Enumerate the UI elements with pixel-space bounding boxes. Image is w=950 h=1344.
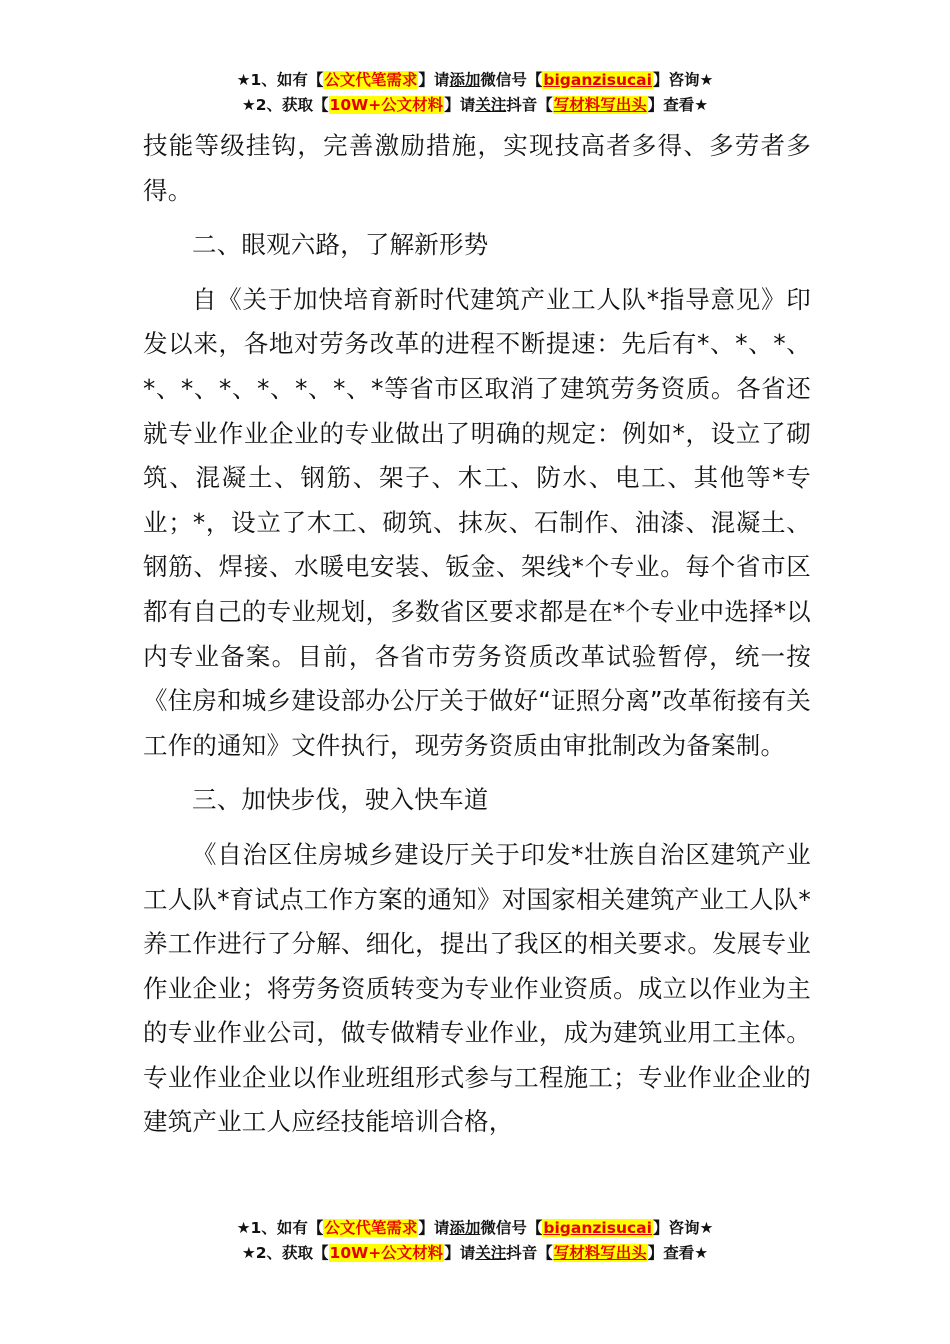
banner-text: ★1、如有【 xyxy=(236,71,324,89)
header-banner xyxy=(0,68,950,118)
banner-line-1 xyxy=(0,1216,950,1241)
section-heading-2: 二、眼观六路，了解新形势 xyxy=(192,230,489,260)
banner-line-1 xyxy=(0,68,950,93)
banner-emphasis: 添加 xyxy=(449,1219,481,1237)
banner-text: 】请 xyxy=(444,96,476,114)
banner-text: ★2、获取【 xyxy=(241,96,329,114)
highlight-materials: 10W+公文材料 xyxy=(329,96,444,114)
banner-text: 】请 xyxy=(444,1244,476,1262)
banner-text: ★1、如有【 xyxy=(236,1219,324,1237)
banner-line-2 xyxy=(0,1241,950,1266)
douyin-account-link[interactable]: 写材料写出头 xyxy=(553,96,647,114)
highlight-materials: 10W+公文材料 xyxy=(329,1244,444,1262)
paragraph: 《自治区住房城乡建设厅关于印发*壮族自治区建筑产业工人队*育试点工作方案的通知》对国家相关建筑产业工人队*养工作进行了分解、细化，提出了我区的相关要求。发展专业作业企业；将劳务资质转变为专业作业资质。成立以作业为主的专业作业公司，做专做精专业作业，成为建筑业用工主体。专业作业企业以作业班组形式参与工程施工；专业作业企业的建筑产业工人应经技能培训合格， xyxy=(143,839,811,1137)
highlight-service: 公文代笔需求 xyxy=(324,71,418,89)
paragraph-continued: 技能等级挂钩，完善激励措施，实现技高者多得、多劳者多得。 xyxy=(143,131,811,205)
banner-text: 】查看★ xyxy=(647,96,709,114)
banner-text: 】请 xyxy=(418,71,450,89)
banner-text: ★2、获取【 xyxy=(241,1244,329,1262)
banner-text: 】咨询★ xyxy=(652,1219,714,1237)
banner-emphasis: 关注 xyxy=(475,1244,507,1262)
banner-text: 】咨询★ xyxy=(652,71,714,89)
banner-line-2 xyxy=(0,93,950,118)
paragraph: 自《关于加快培育新时代建筑产业工人队*指导意见》印发以来，各地对劳务改革的进程不断提速：先后有*、*、*、*、*、*、*、*、*、*等省市区取消了建筑劳务资质。各省还就专业作业企业的专业做出了明确的规定：例如*，设立了砌筑、混凝土、钢筋、架子、木工、防水、电工、其他等*专业；*，设立了木工、砌筑、抹灰、石制作、油漆、混凝土、钢筋、焊接、水暖电安装、钣金、架线*个专业。每个省市区都有自己的专业规划，多数省区要求都是在*个专业中选择*以内专业备案。目前，各省市劳务资质改革试验暂停，统一按《住房和城乡建设部办公厅关于做好“证照分离”改革衔接有关工作的通知》文件执行，现劳务资质由审批制改为备案制。 xyxy=(143,284,811,760)
banner-text: 】查看★ xyxy=(647,1244,709,1262)
wechat-id-link[interactable]: biganzisucai xyxy=(543,1219,652,1237)
banner-emphasis: 添加 xyxy=(449,71,481,89)
footer-banner xyxy=(0,1216,950,1266)
banner-emphasis: 关注 xyxy=(475,96,507,114)
douyin-account-link[interactable]: 写材料写出头 xyxy=(553,1244,647,1262)
highlight-service: 公文代笔需求 xyxy=(324,1219,418,1237)
banner-text: 】请 xyxy=(418,1219,450,1237)
banner-text: 抖音【 xyxy=(506,1244,553,1262)
banner-text: 微信号【 xyxy=(480,71,543,89)
document-body xyxy=(143,124,811,1155)
banner-text: 抖音【 xyxy=(506,96,553,114)
banner-text: 微信号【 xyxy=(480,1219,543,1237)
section-heading-3: 三、加快步伐，驶入快车道 xyxy=(192,785,489,815)
wechat-id-link[interactable]: biganzisucai xyxy=(543,71,652,89)
